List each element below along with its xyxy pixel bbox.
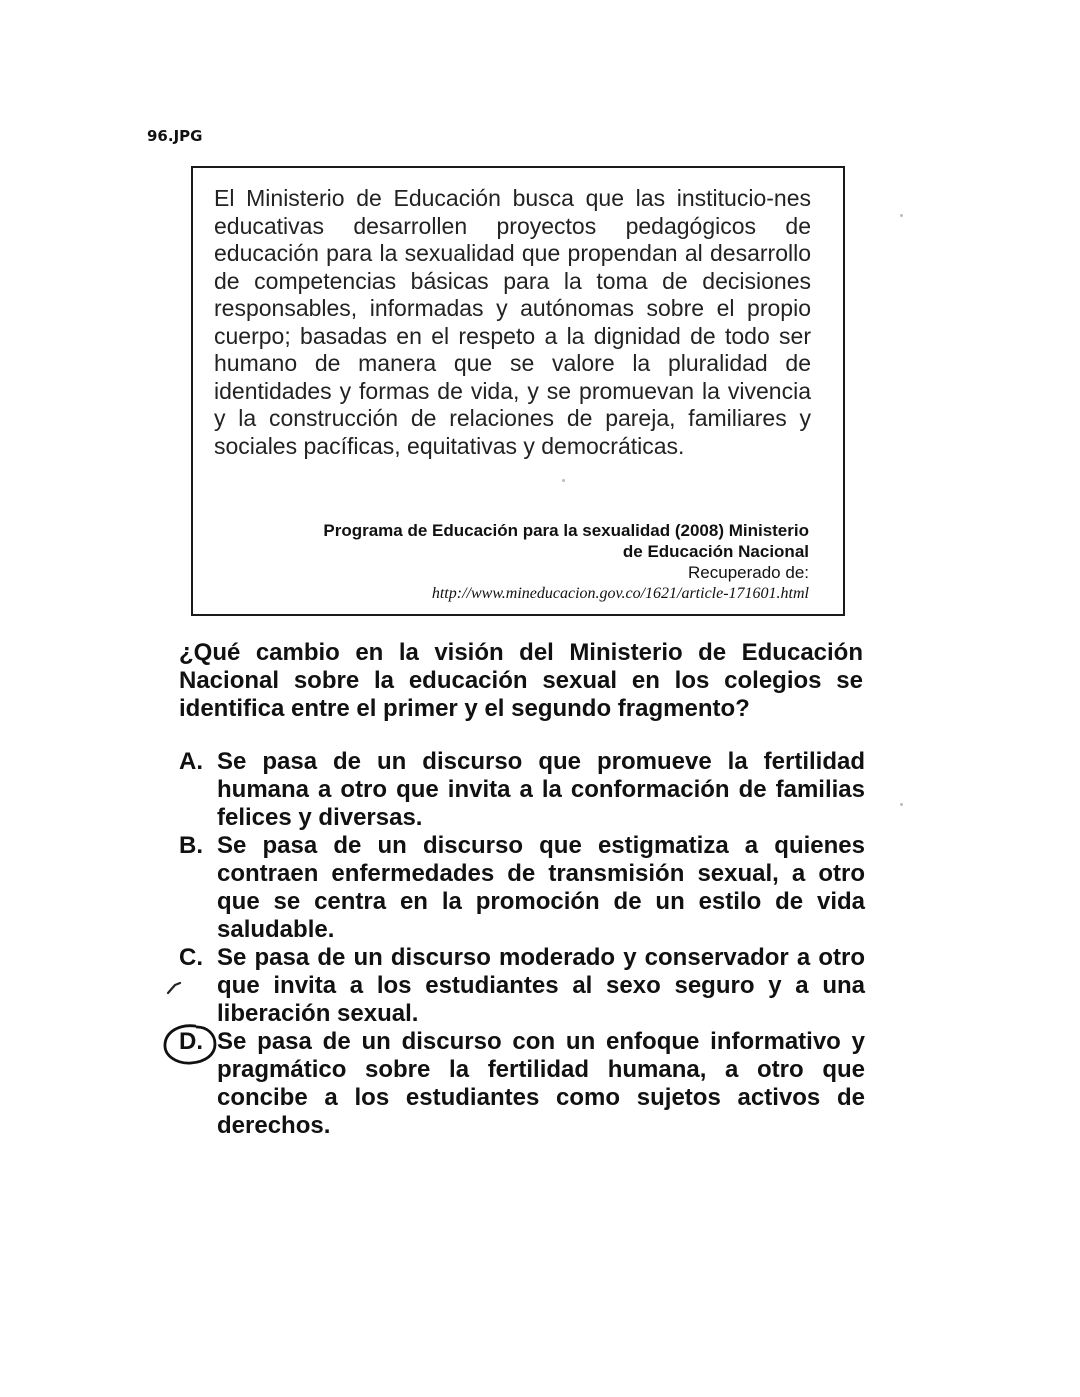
option-text: Se pasa de un discurso con un enfoque informativo y pragmático sobre la fertilidad humana, a otro que concibe a los estudiantes como sujetos activos de derechos.: [217, 1028, 865, 1139]
option-text: Se pasa de un discurso moderado y conservador a otro que invita a los estudiantes al sexo seguro y a una liberación sexual.: [217, 944, 865, 1027]
option-letter: A.: [179, 748, 203, 775]
option-a[interactable]: [179, 748, 865, 832]
citation-retrieved: Recuperado de:: [688, 563, 809, 582]
option-letter-label: D.: [179, 1028, 203, 1055]
citation-title: Programa de Educación para la sexualidad (2008) Ministerio: [323, 521, 809, 540]
option-c[interactable]: [179, 944, 865, 1028]
scan-speck: [900, 803, 903, 806]
option-b[interactable]: [179, 832, 865, 944]
scan-speck: [562, 479, 565, 482]
option-text: Se pasa de un discurso que promueve la fertilidad humana a otro que invita a la conformación de familias felices y diversas.: [217, 748, 865, 831]
citation-url: http://www.mineducacion.gov.co/1621/article-171601.html: [431, 585, 809, 602]
passage-text: El Ministerio de Educación busca que las institucio-nes educativas desarrollen proyectos pedagógicos de educación para la sexualidad que propendan al desarrollo de competencias básicas para la toma de decisiones responsables, informadas y autónomas sobre el propio cuerpo; basadas en el respeto a la dignidad de todo ser humano de manera que se valore la pluralidad de identidades y formas de vida, y se promuevan la vivencia y la construcción de relaciones de pareja, familiares y sociales pacíficas, equitativas y democráticas.: [214, 185, 811, 459]
question-text: ¿Qué cambio en la visión del Ministerio de Educación Nacional sobre la educación sexual en los colegios se identifica entre el primer y el segundo fragmento?: [179, 639, 863, 722]
option-letter: [179, 1028, 217, 1056]
citation: [209, 520, 809, 604]
passage-box: [191, 166, 845, 616]
option-d[interactable]: [179, 1028, 865, 1140]
scan-speck: [900, 214, 903, 217]
citation-institution: de Educación Nacional: [622, 542, 809, 561]
option-text: Se pasa de un discurso que estigmatiza a quienes contraen enfermedades de transmisión sexual, a otro que se centra en la promoción de un estilo de vida saludable.: [217, 832, 865, 943]
answer-options: [179, 748, 865, 1140]
option-letter: B.: [179, 832, 203, 859]
file-label: 96.JPG: [147, 127, 203, 145]
option-letter: C.: [179, 944, 203, 971]
